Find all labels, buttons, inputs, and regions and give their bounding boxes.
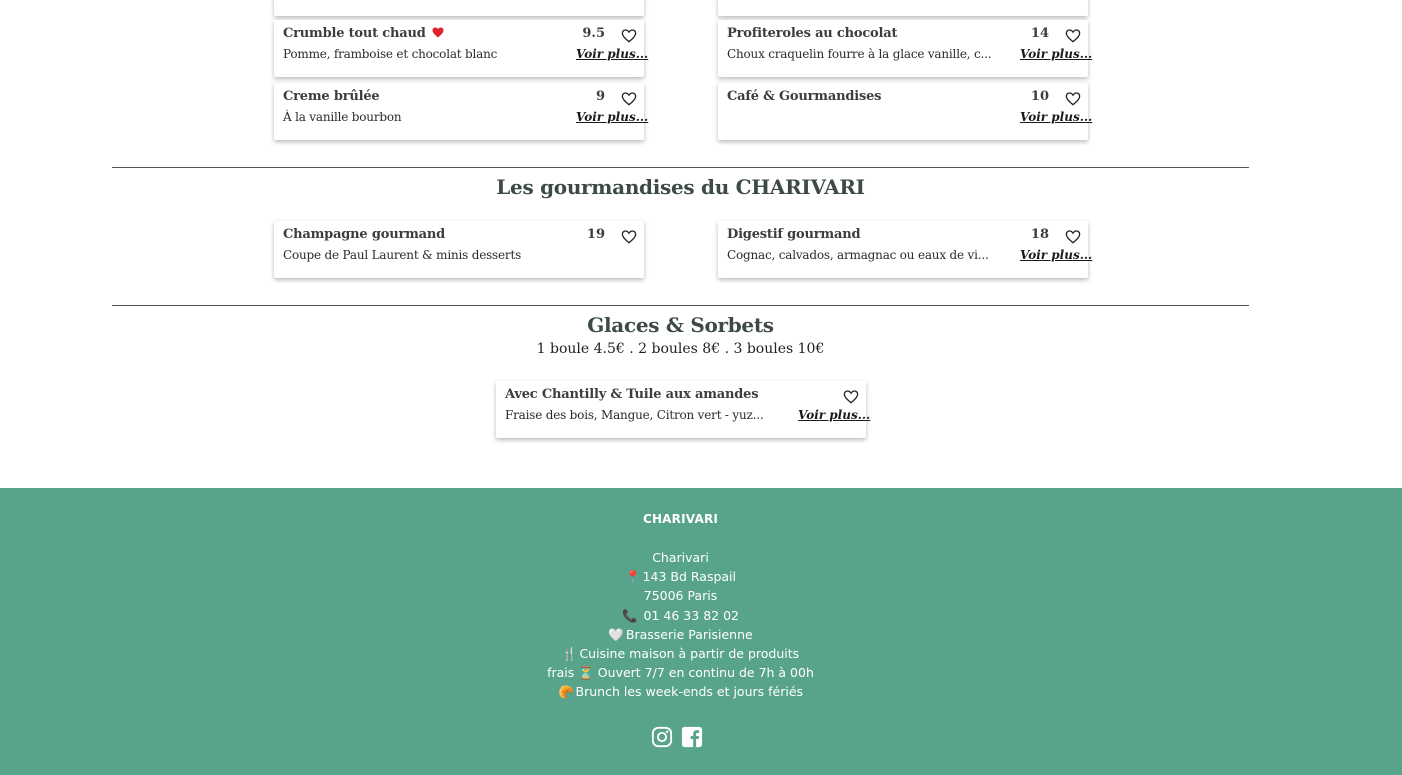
heart-outline-icon[interactable] bbox=[621, 229, 637, 245]
dish-description: Coupe de Paul Laurent & minis desserts bbox=[283, 248, 522, 262]
dish-name: Profiteroles au chocolat bbox=[727, 26, 898, 41]
footer-line-brasserie: 🤍 Brasserie Parisienne bbox=[608, 627, 753, 642]
heart-outline-icon[interactable] bbox=[843, 389, 859, 405]
menu-card-creme-brulee[interactable] bbox=[274, 83, 649, 140]
dish-name: Café & Gourmandises bbox=[727, 89, 882, 104]
dish-description: Fraise des bois, Mangue, Citron vert - yuz... bbox=[505, 408, 764, 422]
dish-price: 9 bbox=[595, 89, 605, 104]
phone-icon: 📞 bbox=[622, 608, 638, 623]
footer-line-address: 📍 143 Bd Raspail bbox=[624, 569, 737, 584]
dish-description: À la vanille bourbon bbox=[283, 110, 402, 124]
voir-plus-link[interactable]: Voir plus... bbox=[1020, 110, 1093, 124]
dish-price: 14 bbox=[1030, 26, 1049, 41]
dish-price: 18 bbox=[1030, 227, 1049, 242]
dish-name: Crumble tout chaud bbox=[283, 26, 444, 41]
voir-plus-link[interactable]: Voir plus... bbox=[576, 47, 649, 61]
dish-name: Digestif gourmand bbox=[727, 227, 861, 242]
menu-card-crumble[interactable] bbox=[274, 20, 649, 77]
menu-card-chantilly-tuile[interactable] bbox=[496, 381, 871, 438]
facebook-icon[interactable] bbox=[681, 726, 703, 748]
instagram-icon[interactable] bbox=[651, 726, 673, 748]
menu-card-cafe-gourmandises[interactable] bbox=[718, 83, 1093, 140]
dish-description: Choux craquelin fourre à la glace vanille, c... bbox=[727, 47, 992, 61]
heart-outline-icon[interactable] bbox=[621, 91, 637, 107]
menu-card-champagne-gourmand[interactable] bbox=[274, 221, 644, 278]
pin-icon: 📍 bbox=[624, 569, 641, 584]
voir-plus-link[interactable]: Voir plus... bbox=[576, 110, 649, 124]
section-divider bbox=[112, 167, 1249, 168]
footer-line-hours: frais ⏳ Ouvert 7/7 en continu de 7h à 00h bbox=[547, 665, 814, 680]
footer-brand: CHARIVARI bbox=[642, 512, 719, 526]
fork-knife-icon: 🍴 bbox=[561, 646, 578, 661]
dish-price: 10 bbox=[1030, 89, 1049, 104]
footer-line-cuisine: 🍴 Cuisine maison à partir de produits bbox=[561, 646, 800, 661]
footer-line-brunch: 🥐 Brunch les week-ends et jours fériés bbox=[557, 684, 804, 699]
section-divider bbox=[112, 305, 1249, 306]
dish-price: 9.5 bbox=[582, 26, 605, 41]
voir-plus-link[interactable]: Voir plus... bbox=[1020, 248, 1093, 262]
section-title-gourmandises: Les gourmandises du CHARIVARI bbox=[496, 175, 865, 199]
dish-name: Creme brûlée bbox=[283, 89, 380, 104]
site-footer bbox=[0, 488, 1402, 775]
menu-card-partial bbox=[718, 0, 1088, 16]
footer-line-city: 75006 Paris bbox=[643, 588, 718, 603]
menu-card-partial bbox=[274, 0, 644, 16]
red-heart-icon bbox=[432, 27, 444, 38]
section-subtitle-glaces: 1 boule 4.5€ . 2 boules 8€ . 3 boules 10€ bbox=[536, 341, 825, 357]
dish-name: Champagne gourmand bbox=[283, 227, 446, 242]
croissant-icon: 🥐 bbox=[557, 684, 574, 699]
footer-line-phone[interactable]: 📞 01 46 33 82 02 bbox=[622, 608, 739, 623]
heart-outline-icon[interactable] bbox=[1065, 28, 1081, 44]
dish-description: Pomme, framboise et chocolat blanc bbox=[283, 47, 498, 61]
dish-description: Cognac, calvados, armagnac ou eaux de vi... bbox=[727, 248, 989, 262]
dish-name: Avec Chantilly & Tuile aux amandes bbox=[505, 387, 759, 402]
heart-outline-icon[interactable] bbox=[1065, 229, 1081, 245]
menu-card-digestif-gourmand[interactable] bbox=[718, 221, 1093, 278]
heart-outline-icon[interactable] bbox=[621, 28, 637, 44]
heart-outline-icon[interactable] bbox=[1065, 91, 1081, 107]
menu-card-profiteroles[interactable] bbox=[718, 20, 1093, 77]
white-heart-icon: 🤍 bbox=[608, 627, 624, 642]
voir-plus-link[interactable]: Voir plus... bbox=[1020, 47, 1093, 61]
section-title-glaces: Glaces & Sorbets bbox=[587, 313, 774, 337]
footer-line-name: Charivari bbox=[652, 550, 709, 565]
voir-plus-link[interactable]: Voir plus... bbox=[798, 408, 871, 422]
dish-price: 19 bbox=[586, 227, 605, 242]
